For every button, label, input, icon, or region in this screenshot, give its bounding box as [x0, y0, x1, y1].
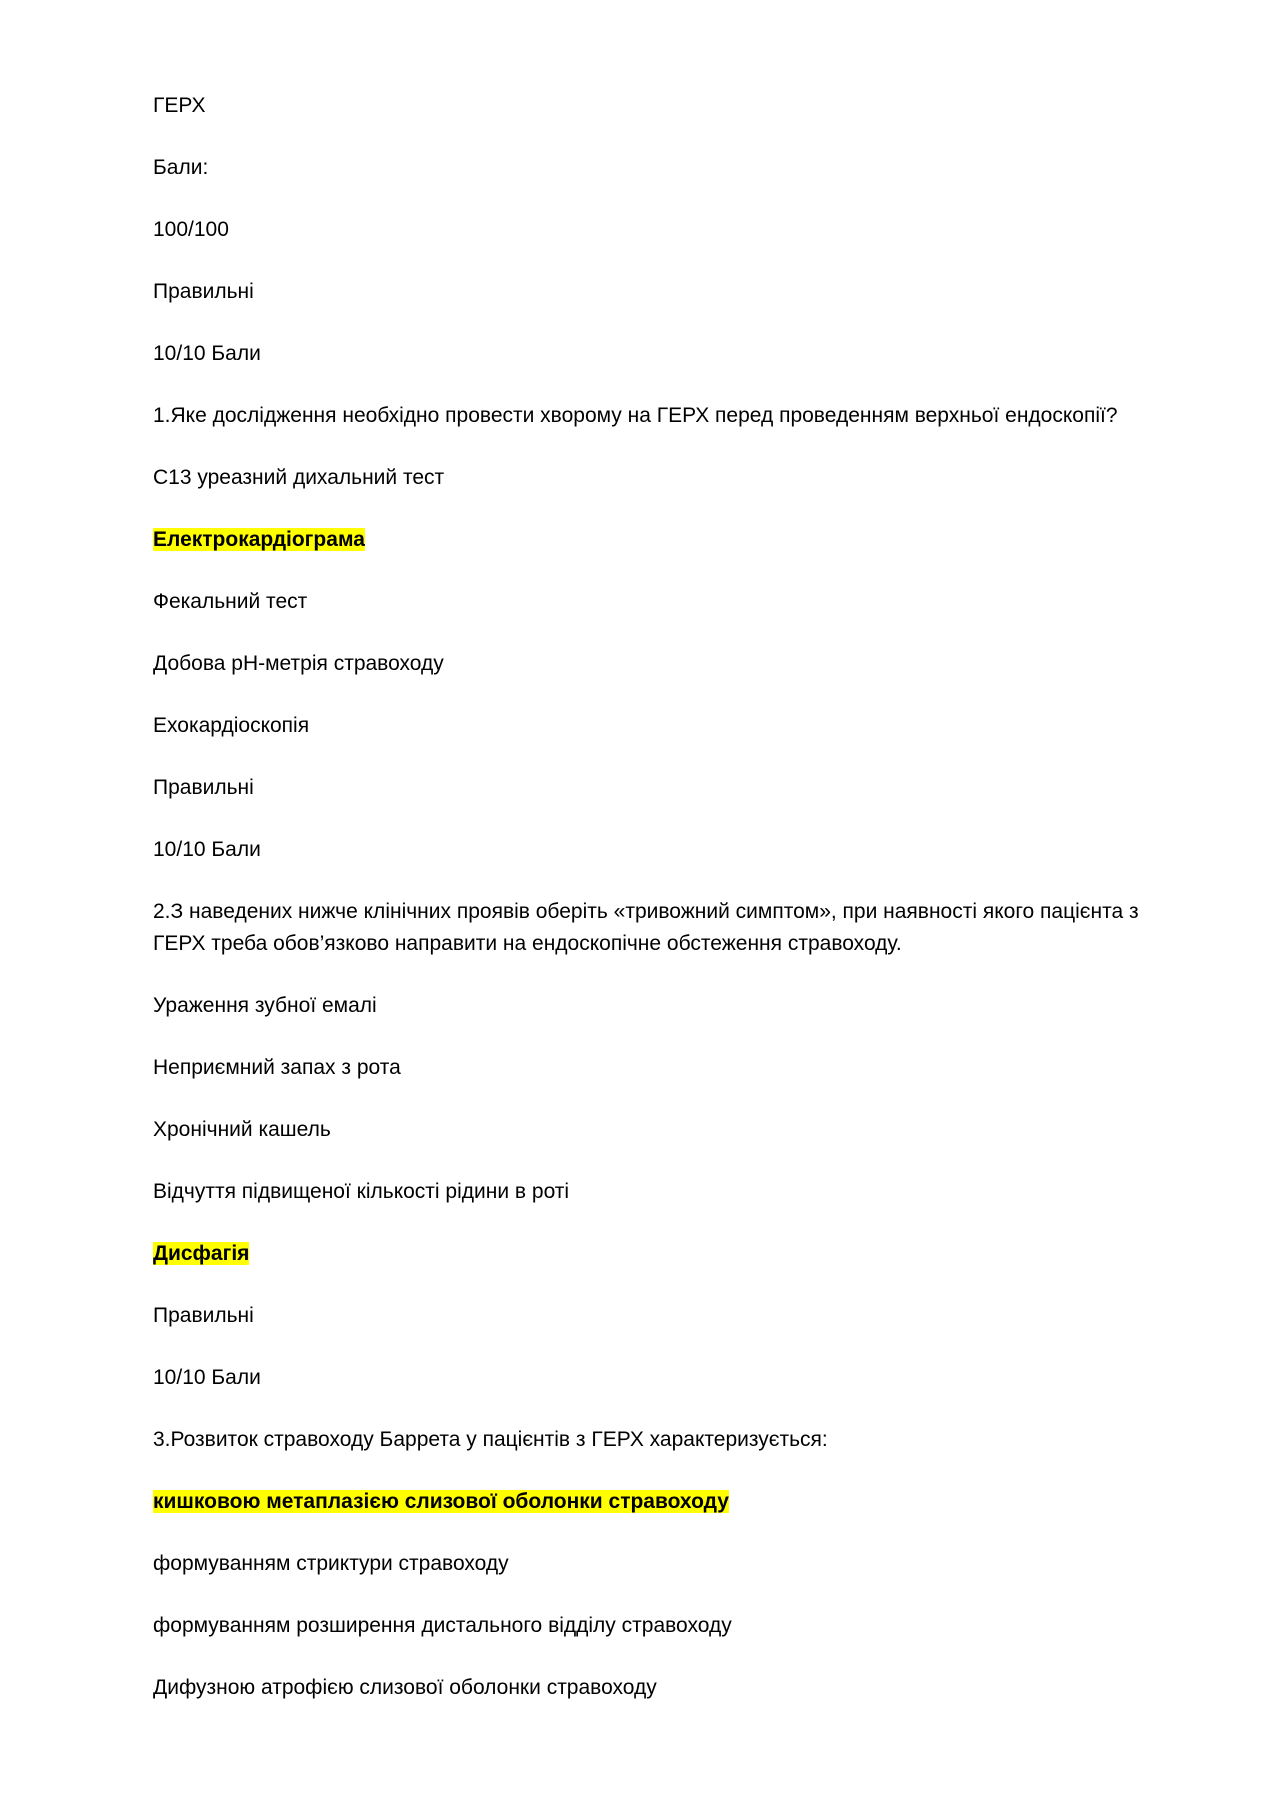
question-text: 1.Яке дослідження необхідно провести хворому на ГЕРХ перед проведенням верхньої ендоскопії?	[153, 404, 1118, 427]
answer-option: Фекальний тест	[153, 590, 308, 613]
document-page	[153, 90, 1193, 1734]
question-status: Правильні	[153, 280, 254, 303]
question-points: 10/10 Бали	[153, 342, 261, 365]
question-points: 10/10 Бали	[153, 1366, 261, 1389]
highlighted-answer: Електрокардіограма	[153, 528, 365, 551]
highlighted-answer: кишковою метаплазією слизової оболонки стравоходу	[153, 1490, 729, 1513]
answer-option: Дифузною атрофією слизової оболонки стравоходу	[153, 1676, 657, 1699]
answer-option: Неприємний запах з рота	[153, 1056, 401, 1079]
score-label: Бали:	[153, 156, 209, 179]
answer-option: Ехокардіоскопія	[153, 714, 310, 737]
answer-option: формуванням стриктури стравоходу	[153, 1552, 509, 1575]
answer-option-correct	[153, 1486, 1193, 1518]
answer-option: Хронічний кашель	[153, 1118, 331, 1141]
answer-option-correct	[153, 1238, 1193, 1270]
question-status: Правильні	[153, 776, 254, 799]
highlighted-answer: Дисфагія	[153, 1242, 250, 1265]
question-text: 3.Розвиток стравоходу Баррета у пацієнтів з ГЕРХ характеризується:	[153, 1428, 828, 1451]
score-value: 100/100	[153, 218, 229, 241]
question-text: 2.З наведених нижче клінічних проявів оберіть «тривожний симптом», при наявності якого пацієнта з ГЕРХ треба обов’язково направити на ендоскопічне обстеження стравоходу.	[153, 900, 1139, 955]
answer-option: Добова pH-метрія стравоходу	[153, 652, 444, 675]
answer-option: Ураження зубної емалі	[153, 994, 377, 1017]
answer-option: С13 уреазний дихальний тест	[153, 466, 445, 489]
question-status: Правильні	[153, 1304, 254, 1327]
answer-option: Відчуття підвищеної кількості рідини в роті	[153, 1180, 570, 1203]
answer-option: формуванням розширення дистального відділу стравоходу	[153, 1614, 732, 1637]
document-title: ГЕРХ	[153, 94, 206, 117]
answer-option-correct	[153, 524, 1193, 556]
question-points: 10/10 Бали	[153, 838, 261, 861]
